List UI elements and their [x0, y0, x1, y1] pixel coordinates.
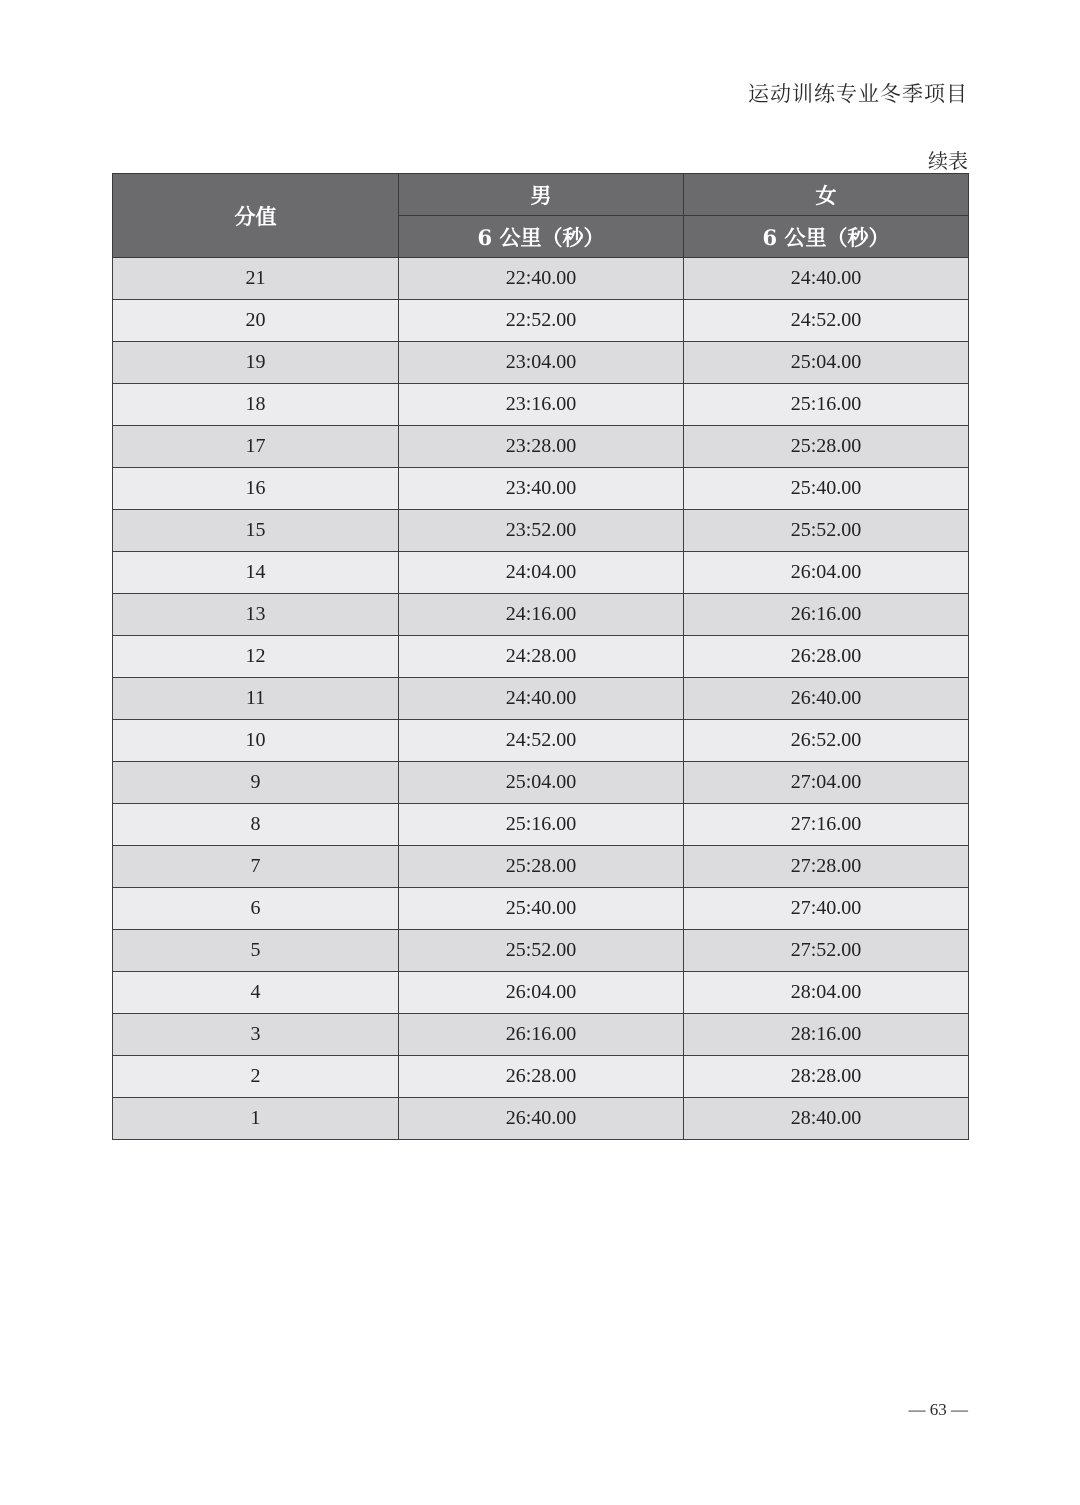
male-time-cell: 23:16.00: [399, 384, 684, 426]
female-time-cell: 24:40.00: [684, 258, 969, 300]
table-row: [113, 426, 969, 468]
score-cell: 5: [113, 930, 399, 972]
male-time-cell: 25:52.00: [399, 930, 684, 972]
table-row: [113, 1098, 969, 1140]
score-cell: 13: [113, 594, 399, 636]
table-row: [113, 972, 969, 1014]
female-time-cell: 25:16.00: [684, 384, 969, 426]
female-time-cell: 25:40.00: [684, 468, 969, 510]
score-cell: 17: [113, 426, 399, 468]
score-cell: 15: [113, 510, 399, 552]
header-male: 男: [399, 174, 684, 216]
score-cell: 1: [113, 1098, 399, 1140]
female-time-cell: 27:28.00: [684, 846, 969, 888]
score-table: [112, 173, 969, 1140]
female-time-cell: 24:52.00: [684, 300, 969, 342]
female-time-cell: 27:40.00: [684, 888, 969, 930]
score-cell: 19: [113, 342, 399, 384]
score-cell: 3: [113, 1014, 399, 1056]
table-row: [113, 846, 969, 888]
female-time-cell: 26:16.00: [684, 594, 969, 636]
score-cell: 7: [113, 846, 399, 888]
male-time-cell: 26:28.00: [399, 1056, 684, 1098]
male-time-cell: 24:52.00: [399, 720, 684, 762]
score-cell: 10: [113, 720, 399, 762]
male-time-cell: 25:40.00: [399, 888, 684, 930]
table-row: [113, 258, 969, 300]
score-cell: 21: [113, 258, 399, 300]
female-time-cell: 26:52.00: [684, 720, 969, 762]
score-cell: 20: [113, 300, 399, 342]
running-header: 运动训练专业冬季项目: [748, 82, 968, 106]
female-time-cell: 28:04.00: [684, 972, 969, 1014]
male-time-cell: 23:40.00: [399, 468, 684, 510]
header-score: 分值: [113, 174, 399, 258]
male-time-cell: 26:16.00: [399, 1014, 684, 1056]
header-male-event: 6 公里（秒）: [399, 216, 684, 258]
table-row: [113, 594, 969, 636]
male-time-cell: 23:28.00: [399, 426, 684, 468]
table-row: [113, 552, 969, 594]
score-cell: 9: [113, 762, 399, 804]
table-row: [113, 678, 969, 720]
table-caption: 续表: [928, 149, 968, 173]
male-time-cell: 24:40.00: [399, 678, 684, 720]
table-row: [113, 1056, 969, 1098]
female-time-cell: 28:28.00: [684, 1056, 969, 1098]
female-time-cell: 26:28.00: [684, 636, 969, 678]
female-time-cell: 27:16.00: [684, 804, 969, 846]
table-row: [113, 300, 969, 342]
score-cell: 2: [113, 1056, 399, 1098]
male-time-cell: 23:52.00: [399, 510, 684, 552]
male-time-cell: 24:16.00: [399, 594, 684, 636]
male-time-cell: 26:40.00: [399, 1098, 684, 1140]
header-female-event: 6 公里（秒）: [684, 216, 969, 258]
female-time-cell: 27:04.00: [684, 762, 969, 804]
score-cell: 4: [113, 972, 399, 1014]
score-cell: 18: [113, 384, 399, 426]
score-cell: 6: [113, 888, 399, 930]
male-time-cell: 24:28.00: [399, 636, 684, 678]
female-time-cell: 28:16.00: [684, 1014, 969, 1056]
table-body: [113, 258, 969, 1140]
female-time-cell: 25:52.00: [684, 510, 969, 552]
score-cell: 8: [113, 804, 399, 846]
male-time-cell: 25:16.00: [399, 804, 684, 846]
table-row: [113, 762, 969, 804]
page-number: — 63 —: [908, 1400, 968, 1419]
score-cell: 12: [113, 636, 399, 678]
female-time-cell: 26:40.00: [684, 678, 969, 720]
male-time-cell: 24:04.00: [399, 552, 684, 594]
table-row: [113, 342, 969, 384]
male-time-cell: 25:04.00: [399, 762, 684, 804]
male-time-cell: 22:52.00: [399, 300, 684, 342]
header-female: 女: [684, 174, 969, 216]
male-time-cell: 22:40.00: [399, 258, 684, 300]
table-row: [113, 510, 969, 552]
table-row: [113, 384, 969, 426]
male-time-cell: 25:28.00: [399, 846, 684, 888]
table-row: [113, 888, 969, 930]
male-time-cell: 26:04.00: [399, 972, 684, 1014]
female-time-cell: 25:28.00: [684, 426, 969, 468]
table-row: [113, 930, 969, 972]
table-row: [113, 636, 969, 678]
table-row: [113, 804, 969, 846]
table-row: [113, 468, 969, 510]
table-row: [113, 1014, 969, 1056]
table-row: [113, 720, 969, 762]
female-time-cell: 27:52.00: [684, 930, 969, 972]
score-cell: 11: [113, 678, 399, 720]
score-cell: 16: [113, 468, 399, 510]
score-cell: 14: [113, 552, 399, 594]
female-time-cell: 26:04.00: [684, 552, 969, 594]
female-time-cell: 28:40.00: [684, 1098, 969, 1140]
male-time-cell: 23:04.00: [399, 342, 684, 384]
female-time-cell: 25:04.00: [684, 342, 969, 384]
